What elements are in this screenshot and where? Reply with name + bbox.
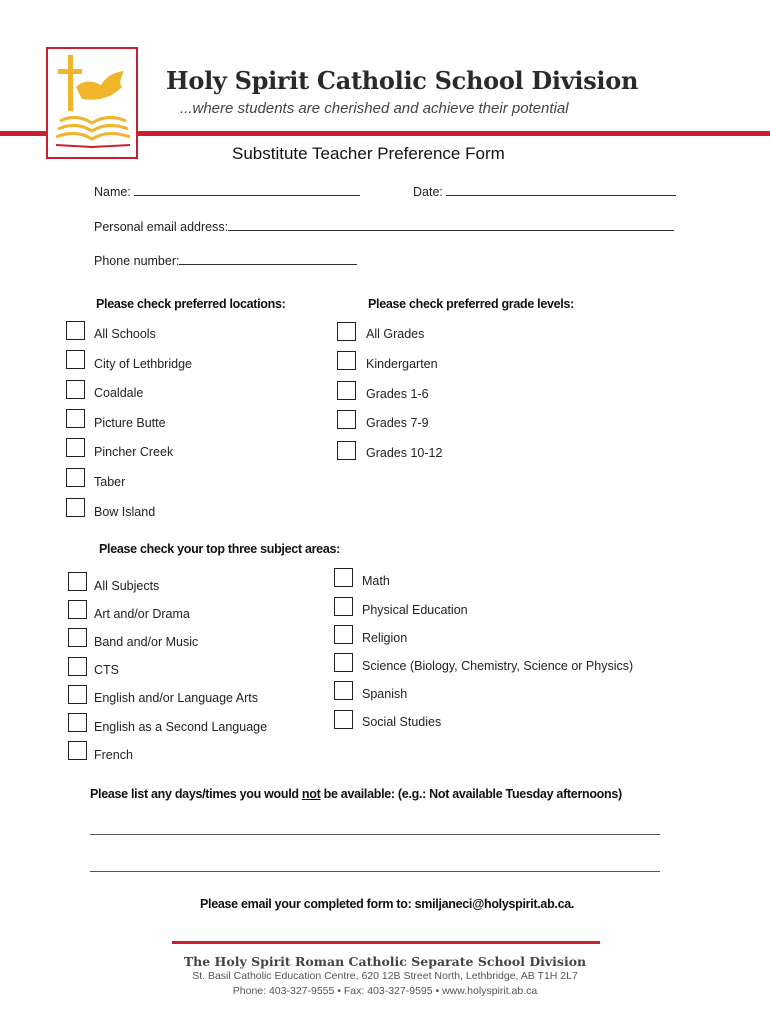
location-label: Taber <box>94 475 126 489</box>
subject-all-checkbox[interactable] <box>68 572 87 591</box>
form-title: Substitute Teacher Preference Form <box>232 144 505 163</box>
subject-band-music-checkbox[interactable] <box>68 628 87 647</box>
location-label: City of Lethbridge <box>94 357 192 371</box>
name-field[interactable] <box>94 185 360 199</box>
location-label: All Schools <box>94 327 156 341</box>
footer-rule <box>172 941 600 944</box>
subject-label: All Subjects <box>94 579 160 593</box>
subject-label: French <box>94 748 133 762</box>
location-all-schools-checkbox[interactable] <box>66 321 85 340</box>
footer-contact: Phone: 403-327-9555 • Fax: 403-327-9595 • www.holyspirit.ab.ca <box>232 985 538 997</box>
subject-cts-checkbox[interactable] <box>68 657 87 676</box>
organization-name: Holy Spirit Catholic School Division <box>166 66 639 95</box>
subject-label: CTS <box>94 663 119 677</box>
subject-label: English and/or Language Arts <box>94 691 259 705</box>
subject-label: English as a Second Language <box>94 720 268 734</box>
grade-label: Grades 10-12 <box>366 446 443 460</box>
email-line[interactable] <box>228 220 674 231</box>
email-field[interactable] <box>94 220 674 234</box>
subject-french-checkbox[interactable] <box>68 741 87 760</box>
subject-label: Science (Biology, Chemistry, Science or Physics) <box>362 659 634 673</box>
location-label: Coaldale <box>94 386 144 400</box>
footer-organization: The Holy Spirit Roman Catholic Separate School Division <box>183 954 587 969</box>
subject-english-checkbox[interactable] <box>68 685 87 704</box>
name-label: Name: <box>94 185 131 199</box>
phone-field[interactable] <box>94 254 357 268</box>
subject-religion-checkbox[interactable] <box>334 625 353 644</box>
grade-10-12-checkbox[interactable] <box>337 441 356 460</box>
grade-label: Grades 7-9 <box>366 416 429 430</box>
locations-heading: Please check preferred locations: <box>96 297 286 311</box>
subject-label: Band and/or Music <box>94 635 199 649</box>
location-taber-checkbox[interactable] <box>66 468 85 487</box>
date-label: Date: <box>413 185 443 199</box>
availability-heading <box>90 787 622 801</box>
grade-7-9-checkbox[interactable] <box>337 410 356 429</box>
date-field[interactable] <box>413 185 676 199</box>
location-pincher-creek-checkbox[interactable] <box>66 438 85 457</box>
footer-address: St. Basil Catholic Education Centre, 620 12B Street North, Lethbridge, AB T1H 2L7 <box>192 970 578 982</box>
availability-suffix: be available: (e.g.: Not available Tuesday afternoons) <box>320 787 622 801</box>
availability-emphasis: not <box>301 787 321 801</box>
grade-label: Grades 1-6 <box>366 387 429 401</box>
subject-art-drama-checkbox[interactable] <box>68 600 87 619</box>
availability-prefix: Please list any days/times you would <box>90 787 302 801</box>
phone-line[interactable] <box>179 254 357 265</box>
grades-heading: Please check preferred grade levels: <box>368 297 574 311</box>
header-rule <box>138 131 770 136</box>
location-label: Bow Island <box>94 505 156 519</box>
header-rule-left <box>0 131 48 136</box>
availability-line-2[interactable] <box>90 871 660 872</box>
email-label: Personal email address: <box>94 220 229 234</box>
grade-all-checkbox[interactable] <box>337 322 356 341</box>
date-line[interactable] <box>446 185 676 196</box>
location-label: Picture Butte <box>94 416 166 430</box>
subject-label: Art and/or Drama <box>94 607 190 621</box>
subject-esl-checkbox[interactable] <box>68 713 87 732</box>
location-coaldale-checkbox[interactable] <box>66 380 85 399</box>
subject-spanish-checkbox[interactable] <box>334 681 353 700</box>
availability-line-1[interactable] <box>90 834 660 835</box>
location-bow-island-checkbox[interactable] <box>66 498 85 517</box>
subject-label: Social Studies <box>362 715 442 729</box>
school-division-logo <box>46 47 138 159</box>
subject-label: Physical Education <box>362 603 468 617</box>
subject-science-checkbox[interactable] <box>334 653 353 672</box>
subject-math-checkbox[interactable] <box>334 568 353 587</box>
location-label: Pincher Creek <box>94 445 174 459</box>
subjects-heading: Please check your top three subject areas: <box>99 542 340 556</box>
grade-label: Kindergarten <box>366 357 438 371</box>
location-lethbridge-checkbox[interactable] <box>66 350 85 369</box>
grade-label: All Grades <box>366 327 425 341</box>
subject-social-studies-checkbox[interactable] <box>334 710 353 729</box>
subject-label: Math <box>362 574 390 588</box>
subject-label: Spanish <box>362 687 408 701</box>
subject-pe-checkbox[interactable] <box>334 597 353 616</box>
location-picture-butte-checkbox[interactable] <box>66 409 85 428</box>
grade-kindergarten-checkbox[interactable] <box>337 351 356 370</box>
organization-tagline: ...where students are cherished and achieve their potential <box>180 100 569 117</box>
submit-instructions: Please email your completed form to: smiljaneci@holyspirit.ab.ca. <box>200 897 575 911</box>
phone-label: Phone number: <box>94 254 180 268</box>
grade-1-6-checkbox[interactable] <box>337 381 356 400</box>
name-line[interactable] <box>134 185 360 196</box>
subject-label: Religion <box>362 631 408 645</box>
